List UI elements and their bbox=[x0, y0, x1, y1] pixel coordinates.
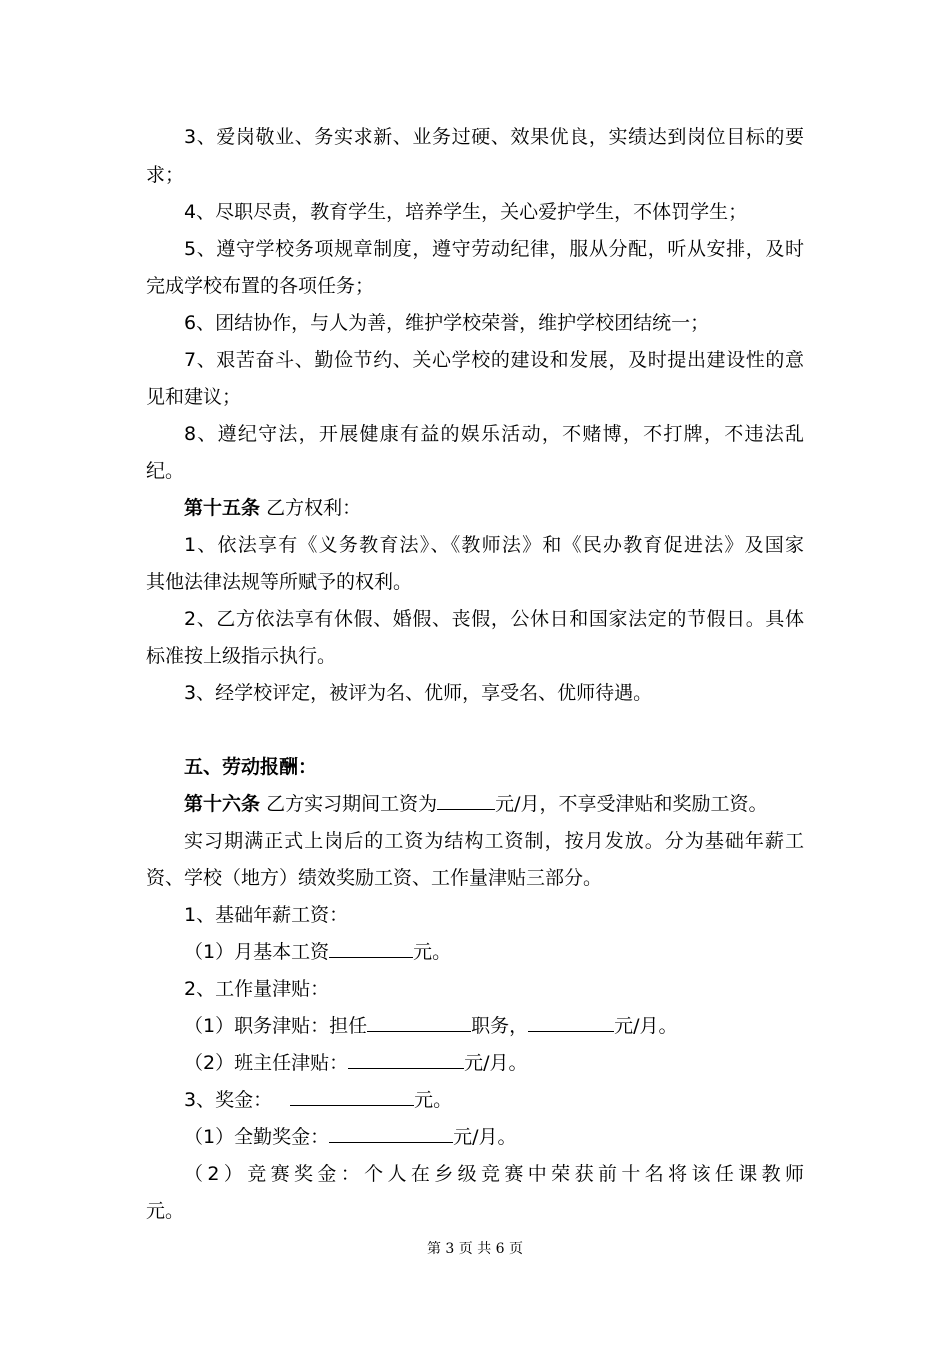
bonus-label: 3、奖金： bbox=[184, 1089, 273, 1111]
section5-heading: 五、劳动报酬： bbox=[184, 756, 318, 778]
page-footer: 第 3 页 共 6 页 bbox=[426, 1241, 524, 1257]
duty-allowance-unit: 元/月。 bbox=[614, 1015, 678, 1037]
article16-p2-line2: 资、学校（地方）绩效奖励工资、工作量津贴三部分。 bbox=[146, 867, 603, 889]
base-salary-item1 bbox=[184, 941, 451, 963]
article15-title: 乙方权利： bbox=[266, 497, 362, 519]
article14-item4: 4、尽职尽责，教育学生，培养学生，关心爱护学生，不体罚学生； bbox=[184, 201, 748, 223]
duty-allowance-label: （1）职务津贴：担任 bbox=[184, 1015, 368, 1037]
bonus-item2-line1: （2）竞赛奖金：个人在乡级竞赛中荣获前十名将该任课教师 bbox=[184, 1163, 804, 1185]
article16-line1-unit: 元/月，不享受津贴和奖励工资。 bbox=[495, 793, 768, 815]
article14-item3-line2: 求； bbox=[146, 164, 185, 186]
article15-heading: 第十五条 bbox=[184, 497, 261, 519]
duty-title-blank[interactable] bbox=[367, 1015, 471, 1032]
article15-item2-line1: 2、乙方依法享有休假、婚假、丧假，公休日和国家法定的节假日。具体 bbox=[184, 608, 804, 630]
workload-item1 bbox=[184, 1015, 678, 1037]
duty-amount-blank[interactable] bbox=[528, 1015, 614, 1032]
workload-item2 bbox=[184, 1052, 528, 1074]
article14-item8-line1: 8、遵纪守法，开展健康有益的娱乐活动，不赌博，不打牌，不违法乱 bbox=[184, 423, 804, 445]
base-salary-label: （1）月基本工资 bbox=[184, 941, 330, 963]
salary-blank[interactable] bbox=[437, 793, 495, 810]
workload-title: 2、工作量津贴： bbox=[184, 978, 330, 1000]
article14-item5-line2: 完成学校布置的各项任务； bbox=[146, 275, 375, 297]
article16-line1 bbox=[184, 793, 767, 815]
class-teacher-allowance-unit: 元/月。 bbox=[464, 1052, 528, 1074]
article15-heading-line bbox=[184, 497, 361, 519]
article14-item5-line1: 5、遵守学校务项规章制度，遵守劳动纪律，服从分配，听从安排，及时 bbox=[184, 238, 804, 260]
base-salary-unit: 元。 bbox=[413, 941, 452, 963]
article14-item7-line1: 7、艰苦奋斗、勤俭节约、关心学校的建设和发展，及时提出建设性的意 bbox=[184, 349, 804, 371]
bonus-unit: 元。 bbox=[414, 1089, 453, 1111]
attendance-bonus-unit: 元/月。 bbox=[453, 1126, 517, 1148]
article14-item8-line2: 纪。 bbox=[146, 460, 185, 482]
bonus-item2-line2: 元。 bbox=[146, 1200, 185, 1222]
article16-line1-text: 乙方实习期间工资为 bbox=[266, 793, 438, 815]
article15-item1-line2: 其他法律法规等所赋予的权利。 bbox=[146, 571, 413, 593]
article14-item7-line2: 见和建议； bbox=[146, 386, 242, 408]
article15-item3: 3、经学校评定，被评为名、优师，享受名、优师待遇。 bbox=[184, 682, 653, 704]
duty-allowance-mid: 职务， bbox=[471, 1015, 529, 1037]
base-salary-title: 1、基础年薪工资： bbox=[184, 904, 349, 926]
bonus-item1 bbox=[184, 1126, 517, 1148]
article14-item6: 6、团结协作，与人为善，维护学校荣誉，维护学校团结统一； bbox=[184, 312, 710, 334]
bonus-blank[interactable] bbox=[290, 1089, 414, 1106]
article15-item2-line2: 标准按上级指示执行。 bbox=[146, 645, 337, 667]
article14-item3-line1: 3、爱岗敬业、务实求新、业务过硬、效果优良，实绩达到岗位目标的要 bbox=[184, 126, 804, 148]
article16-p2-line1: 实习期满正式上岗后的工资为结构工资制，按月发放。分为基础年薪工 bbox=[184, 830, 804, 852]
base-salary-blank[interactable] bbox=[329, 941, 413, 958]
class-teacher-allowance-blank[interactable] bbox=[348, 1052, 464, 1069]
article16-heading: 第十六条 bbox=[184, 793, 261, 815]
bonus-title bbox=[184, 1089, 452, 1111]
article15-item1-line1: 1、依法享有《义务教育法》、《教师法》和《民办教育促进法》及国家 bbox=[184, 534, 804, 556]
attendance-bonus-blank[interactable] bbox=[329, 1126, 453, 1143]
class-teacher-allowance-label: （2）班主任津贴： bbox=[184, 1052, 349, 1074]
attendance-bonus-label: （1）全勤奖金： bbox=[184, 1126, 330, 1148]
